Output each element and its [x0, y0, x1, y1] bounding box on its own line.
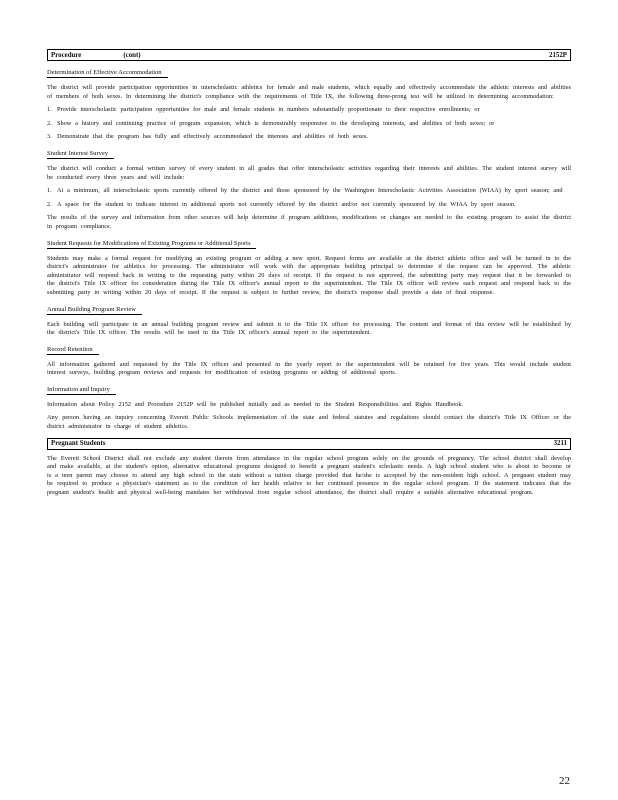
procedure-header-left: [51, 52, 141, 59]
annual-review-text: Each building will participate in an annual building program review and submit it to the Title IX officer for processing. The content and format of this review will be established by the district's Title IX officer. The results will be used in the Title IX officer's annual report to the superintendent.: [47, 320, 571, 337]
determination-intro: The district will provide participation opportunities in interscholastic athletics for female and male students, which equally and effectively accommodate the athletic interests and abilities of members of both sexes. In determining the district's compliance with the requirements of Title IX, the following three-prong test will be utilized in determining accommodation:: [47, 84, 571, 100]
requests-heading: Student Requests for Modifications of Existing Programs or Additional Sports: [47, 239, 256, 249]
inquiry-text-1: Information about Policy 2152 and Procedure 2152P will be published initially and as needed in the Student Responsibilities and Rights Handbook.: [47, 400, 464, 408]
survey-item: 1. At a minimum, all interscholastic sports currently offered by the district and those sponsored by the Washington Interscholastic Activities Association (WIAA) by sport season; and: [47, 187, 571, 196]
determination-heading: Determination of Effective Accommodation: [47, 68, 168, 78]
record-retention-heading: Record Retention: [47, 345, 99, 355]
survey-intro: The district will conduct a formal written survey of every student in all grades that offer interscholastic activities regarding their interests and abilities. The student interest survey will be conducted every three years and will include:: [47, 164, 571, 181]
pregnant-students-text: The Everett School District shall not exclude any student therein from attendance in the regular school program solely on the grounds of pregnancy. The school district shall develop and make available, at the student's option, alternative educational programs designed to benefit a pregnant student's scholastic needs. A high school student who is about to become or is a teen parent may choose to attend any high school in the state without a tuition charge provided that he/she is accepted by the non-resident high school. A pregnant student may be required to produce a physician's statement as to the condition of her health relative to her continued presence in the regular school program. If the statement indicates that the pregnant student's health and physical well-being mandates her withdrawal from regular school attendance, the district shall require a suitable alternative educational program.: [47, 454, 571, 497]
survey-item: 2. A space for the student to indicate interest in additional sports not currently offered by the district and/or not currently sponsored by the WIAA by sport season.: [47, 201, 571, 210]
procedure-cont-label: (cont): [123, 51, 141, 59]
procedure-code: 2152P: [549, 51, 567, 59]
pregnant-students-header-box: [47, 438, 571, 450]
determination-item: 3. Demonstrate that the program has fully and effectively accommodated the interests and abilities of both sexes.: [47, 133, 571, 142]
procedure-label: Procedure: [51, 51, 82, 59]
pregnant-students-label: Pregnant Students: [51, 440, 106, 448]
inquiry-heading: Information and Inquiry: [47, 385, 116, 395]
survey-item-text: A space for the student to indicate interest in additional sports not currently offered by the district and/or not currently sponsored by the WIAA by sport season.: [57, 200, 516, 208]
determination-item: 1. Provide interscholastic participation opportunities for male and female students in numbers substantially proportionate to their respective enrollments; or: [47, 106, 571, 115]
survey-heading: Student Interest Survey: [47, 149, 114, 159]
record-retention-text: All information gathered and requested by the Title IX officer and presented in the yearly report to the superintendent will be retained for five years. This would include student interest surveys, building program reviews and requests for modification of existing programs or adding of additional sports.: [47, 360, 571, 377]
determination-item-text: Show a history and continuing practice of program expansion, which is demonstrably responsive to the developing interests, and abilities of both sexes; or: [57, 119, 495, 127]
inquiry-text-2: Any person having an inquiry concerning Everett Public Schools implementation of the state and federal statutes and regulations should contact the district's Title IX Officer or the district administrator in charge of student athletics.: [47, 414, 571, 431]
requests-text: Students may make a formal request for modifying an existing program or adding a new sport. Request forms are available at the district athletic office and will be turned in to the district's administrator for athletics for processing. The administrator will work with the appropriate building principal to determine if the request can be approved. The athletic administrator will respond back in writing to the requesting party within 20 days of receipt. If the request is not approved, the submitting party may request that it be forwarded to the district's Title IX officer for consideration during the Title IX officer's annual report to the superintendent. The Title IX officer will review each request and respond back to the submitting party in writing within 20 days of receipt. If the request is subject to further review, the district's response shall provide a date of final response.: [47, 254, 571, 296]
survey-item-text: At a minimum, all interscholastic sports currently offered by the district and those sponsored by the Washington Interscholastic Activities Association (WIAA) by sport season; and: [57, 187, 563, 195]
annual-review-heading: Annual Building Program Review: [47, 305, 142, 315]
survey-outro: The results of the survey and information from other sources will help determine if program additions, modifications or changes are needed to the existing program to assist the district in program compliance.: [47, 214, 571, 230]
page-content: [47, 49, 571, 498]
procedure-header-box: [47, 49, 571, 61]
determination-item-text: Provide interscholastic participation opportunities for male and female students in numbers substantially proportionate to their respective enrollments; or: [57, 106, 480, 114]
determination-item-text: Demonstrate that the program has fully and effectively accommodated the interests and abilities of both sexes.: [57, 133, 368, 141]
page-number: 22: [559, 775, 570, 787]
pregnant-students-code: 3211: [553, 440, 567, 448]
determination-item: 2. Show a history and continuing practice of program expansion, which is demonstrably responsive to the developing interests, and abilities of both sexes; or: [47, 120, 571, 129]
